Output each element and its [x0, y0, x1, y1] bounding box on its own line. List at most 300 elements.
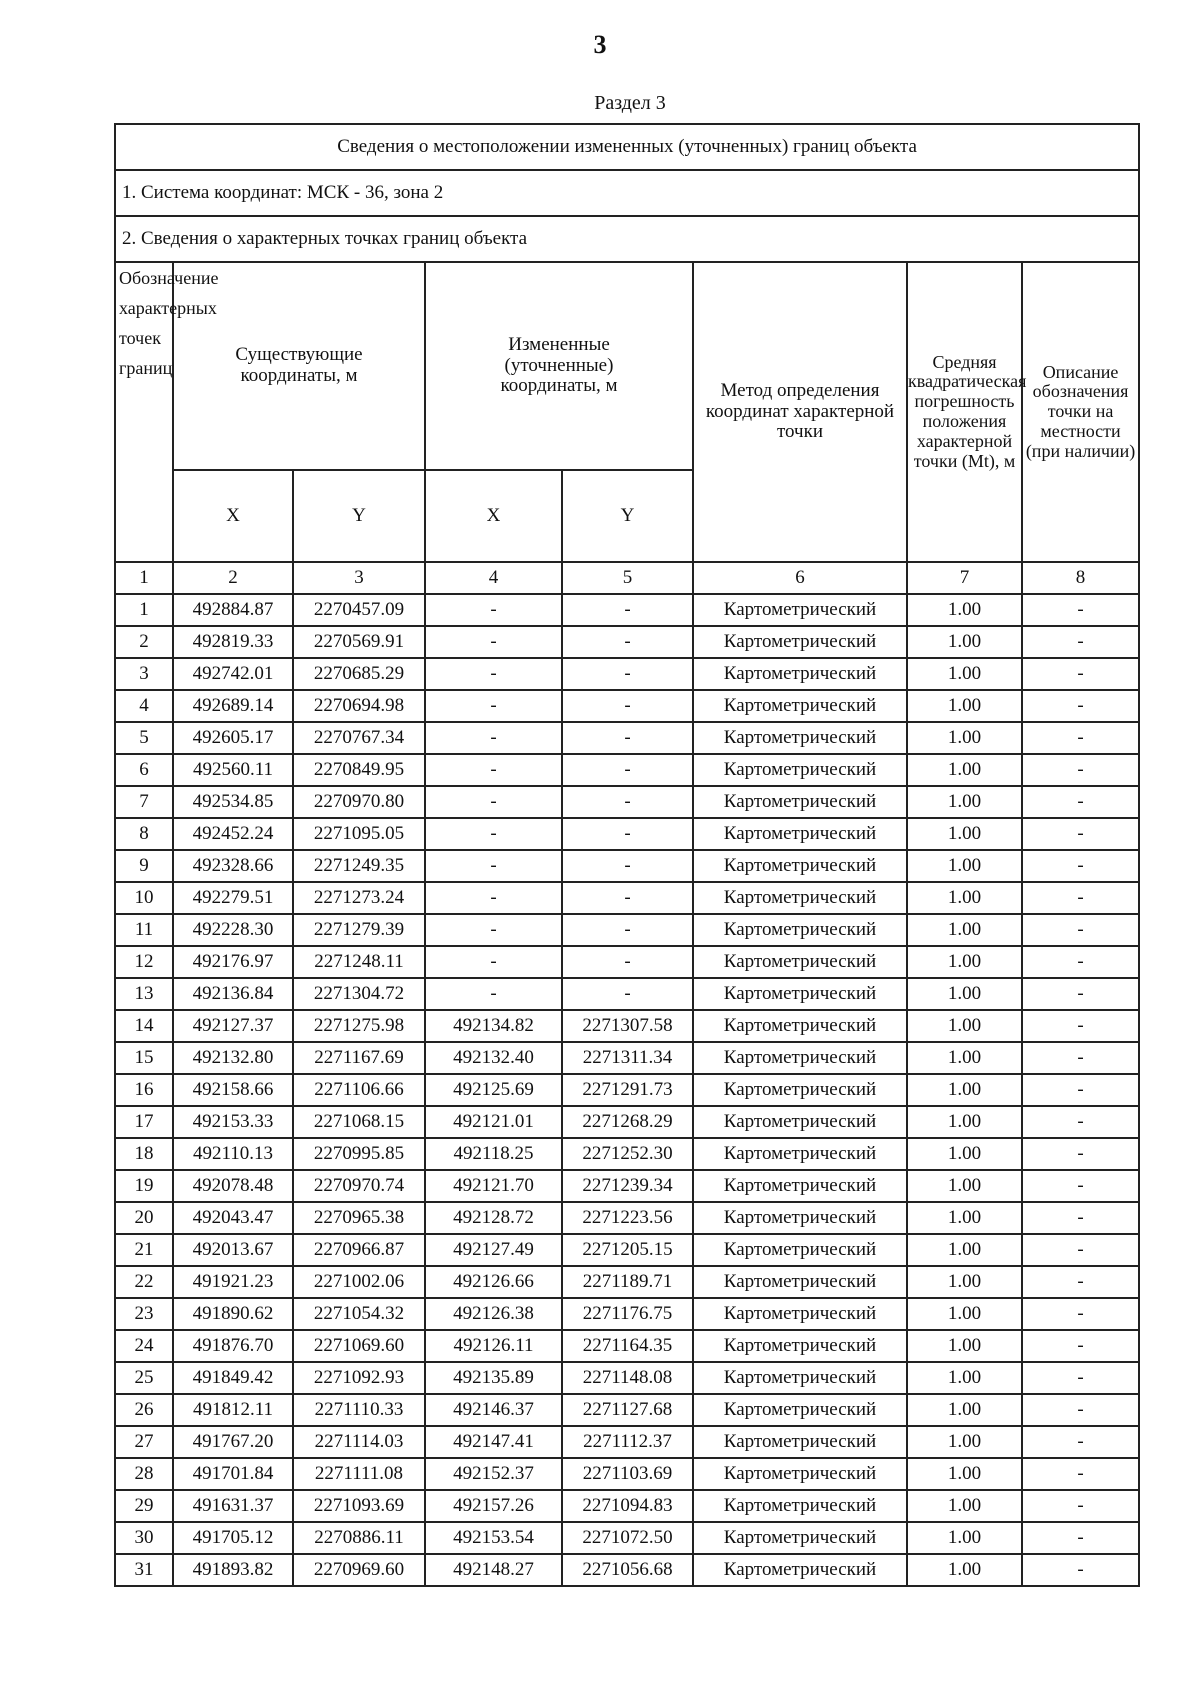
changed-x-cell: -	[425, 658, 562, 690]
existing-x-cell: 492127.37	[173, 1010, 293, 1042]
column-numbers-row	[115, 562, 1139, 594]
method-cell: Картометрический	[693, 850, 907, 882]
point-number-cell: 4	[115, 690, 173, 722]
method-cell: Картометрический	[693, 1106, 907, 1138]
error-cell: 1.00	[907, 914, 1022, 946]
method-cell: Картометрический	[693, 1042, 907, 1074]
point-number-cell: 19	[115, 1170, 173, 1202]
changed-x-cell: 492128.72	[425, 1202, 562, 1234]
existing-x-cell: 492136.84	[173, 978, 293, 1010]
method-cell: Картометрический	[693, 786, 907, 818]
point-number-cell: 17	[115, 1106, 173, 1138]
existing-y-cell: 2270886.11	[293, 1522, 425, 1554]
point-number-cell: 30	[115, 1522, 173, 1554]
changed-x-cell: 492152.37	[425, 1458, 562, 1490]
table-row	[115, 882, 1139, 914]
point-number-cell: 1	[115, 594, 173, 626]
method-cell: Картометрический	[693, 1138, 907, 1170]
table-row	[115, 850, 1139, 882]
header-changed-coords: Измененные (уточненные) координаты, м	[425, 262, 693, 470]
method-cell: Картометрический	[693, 1522, 907, 1554]
description-cell: -	[1022, 882, 1139, 914]
description-cell: -	[1022, 1234, 1139, 1266]
existing-x-cell: 492176.97	[173, 946, 293, 978]
changed-y-cell: -	[562, 882, 693, 914]
method-cell: Картометрический	[693, 1554, 907, 1586]
existing-x-cell: 492110.13	[173, 1138, 293, 1170]
column-number-cell: 1	[115, 562, 173, 594]
table-row	[115, 1362, 1139, 1394]
existing-x-cell: 491921.23	[173, 1266, 293, 1298]
changed-x-cell: -	[425, 690, 562, 722]
existing-x-cell: 491767.20	[173, 1426, 293, 1458]
error-cell: 1.00	[907, 1330, 1022, 1362]
table-row	[115, 1170, 1139, 1202]
changed-y-cell: -	[562, 818, 693, 850]
header-description: Описание обозначения точки на местности (при наличии)	[1022, 262, 1139, 562]
existing-y-cell: 2270685.29	[293, 658, 425, 690]
changed-x-cell: 492121.70	[425, 1170, 562, 1202]
existing-x-cell: 492819.33	[173, 626, 293, 658]
point-number-cell: 8	[115, 818, 173, 850]
description-cell: -	[1022, 946, 1139, 978]
method-cell: Картометрический	[693, 1298, 907, 1330]
changed-y-cell: 2271223.56	[562, 1202, 693, 1234]
description-cell: -	[1022, 1138, 1139, 1170]
point-number-cell: 16	[115, 1074, 173, 1106]
description-cell: -	[1022, 1106, 1139, 1138]
point-number-cell: 5	[115, 722, 173, 754]
method-cell: Картометрический	[693, 594, 907, 626]
header-existing-x: X	[173, 470, 293, 562]
description-cell: -	[1022, 1362, 1139, 1394]
table-row	[115, 1458, 1139, 1490]
existing-x-cell: 491631.37	[173, 1490, 293, 1522]
error-cell: 1.00	[907, 1266, 1022, 1298]
existing-x-cell: 492452.24	[173, 818, 293, 850]
description-cell: -	[1022, 1490, 1139, 1522]
method-cell: Картометрический	[693, 658, 907, 690]
changed-x-cell: 492126.38	[425, 1298, 562, 1330]
error-cell: 1.00	[907, 754, 1022, 786]
error-cell: 1.00	[907, 594, 1022, 626]
column-number-cell: 3	[293, 562, 425, 594]
table-row	[115, 1266, 1139, 1298]
existing-x-cell: 492013.67	[173, 1234, 293, 1266]
changed-x-cell: 492134.82	[425, 1010, 562, 1042]
existing-x-cell: 491876.70	[173, 1330, 293, 1362]
description-cell: -	[1022, 914, 1139, 946]
existing-x-cell: 491701.84	[173, 1458, 293, 1490]
coord-system: 1. Система координат: МСК - 36, зона 2	[115, 170, 1139, 216]
error-cell: 1.00	[907, 850, 1022, 882]
changed-y-cell: 2271205.15	[562, 1234, 693, 1266]
point-number-cell: 13	[115, 978, 173, 1010]
description-cell: -	[1022, 1298, 1139, 1330]
changed-x-cell: 492127.49	[425, 1234, 562, 1266]
table-row	[115, 1106, 1139, 1138]
existing-y-cell: 2270965.38	[293, 1202, 425, 1234]
existing-y-cell: 2271093.69	[293, 1490, 425, 1522]
point-number-cell: 26	[115, 1394, 173, 1426]
existing-x-cell: 492078.48	[173, 1170, 293, 1202]
header-changed-x: X	[425, 470, 562, 562]
changed-x-cell: -	[425, 722, 562, 754]
point-number-cell: 24	[115, 1330, 173, 1362]
existing-y-cell: 2271248.11	[293, 946, 425, 978]
table-row	[115, 1234, 1139, 1266]
error-cell: 1.00	[907, 946, 1022, 978]
point-number-cell: 6	[115, 754, 173, 786]
existing-y-cell: 2271054.32	[293, 1298, 425, 1330]
error-cell: 1.00	[907, 818, 1022, 850]
changed-y-cell: 2271164.35	[562, 1330, 693, 1362]
table-row	[115, 1010, 1139, 1042]
header-existing-coords: Существующие координаты, м	[173, 262, 425, 470]
error-cell: 1.00	[907, 1010, 1022, 1042]
error-cell: 1.00	[907, 1234, 1022, 1266]
changed-y-cell: 2271311.34	[562, 1042, 693, 1074]
point-number-cell: 27	[115, 1426, 173, 1458]
method-cell: Картометрический	[693, 1234, 907, 1266]
description-cell: -	[1022, 1266, 1139, 1298]
point-number-cell: 29	[115, 1490, 173, 1522]
table-row	[115, 1202, 1139, 1234]
existing-y-cell: 2271110.33	[293, 1394, 425, 1426]
description-cell: -	[1022, 690, 1139, 722]
existing-y-cell: 2270966.87	[293, 1234, 425, 1266]
method-cell: Картометрический	[693, 1330, 907, 1362]
changed-x-cell: -	[425, 786, 562, 818]
existing-x-cell: 491890.62	[173, 1298, 293, 1330]
point-number-cell: 31	[115, 1554, 173, 1586]
changed-x-cell: 492118.25	[425, 1138, 562, 1170]
changed-y-cell: 2271072.50	[562, 1522, 693, 1554]
column-number-cell: 5	[562, 562, 693, 594]
existing-x-cell: 492534.85	[173, 786, 293, 818]
changed-x-cell: -	[425, 754, 562, 786]
method-cell: Картометрический	[693, 1170, 907, 1202]
page-number: 3	[593, 30, 607, 59]
existing-y-cell: 2271068.15	[293, 1106, 425, 1138]
description-cell: -	[1022, 786, 1139, 818]
column-number-cell: 2	[173, 562, 293, 594]
existing-x-cell: 491893.82	[173, 1554, 293, 1586]
existing-y-cell: 2271069.60	[293, 1330, 425, 1362]
method-cell: Картометрический	[693, 914, 907, 946]
method-cell: Картометрический	[693, 1202, 907, 1234]
description-cell: -	[1022, 1010, 1139, 1042]
existing-x-cell: 492328.66	[173, 850, 293, 882]
changed-y-cell: 2271112.37	[562, 1426, 693, 1458]
changed-y-cell: -	[562, 786, 693, 818]
changed-y-cell: -	[562, 626, 693, 658]
existing-y-cell: 2271249.35	[293, 850, 425, 882]
changed-y-cell: 2271176.75	[562, 1298, 693, 1330]
column-number-cell: 8	[1022, 562, 1139, 594]
existing-y-cell: 2270970.74	[293, 1170, 425, 1202]
changed-x-cell: -	[425, 914, 562, 946]
point-number-cell: 3	[115, 658, 173, 690]
existing-y-cell: 2271304.72	[293, 978, 425, 1010]
changed-y-cell: -	[562, 658, 693, 690]
description-cell: -	[1022, 658, 1139, 690]
method-cell: Картометрический	[693, 1074, 907, 1106]
table-row	[115, 626, 1139, 658]
description-cell: -	[1022, 1042, 1139, 1074]
error-cell: 1.00	[907, 1554, 1022, 1586]
error-cell: 1.00	[907, 1074, 1022, 1106]
changed-x-cell: -	[425, 626, 562, 658]
header-changed-y: Y	[562, 470, 693, 562]
description-cell: -	[1022, 1554, 1139, 1586]
column-number-cell: 4	[425, 562, 562, 594]
error-cell: 1.00	[907, 1458, 1022, 1490]
method-cell: Картометрический	[693, 1266, 907, 1298]
changed-y-cell: -	[562, 722, 693, 754]
method-cell: Картометрический	[693, 818, 907, 850]
table-row	[115, 818, 1139, 850]
header-point-designation: Обозначение характерных точек границ	[115, 262, 173, 562]
existing-x-cell: 492560.11	[173, 754, 293, 786]
existing-y-cell: 2270457.09	[293, 594, 425, 626]
changed-x-cell: 492126.66	[425, 1266, 562, 1298]
column-number-cell: 7	[907, 562, 1022, 594]
method-cell: Картометрический	[693, 722, 907, 754]
point-number-cell: 25	[115, 1362, 173, 1394]
existing-x-cell: 491705.12	[173, 1522, 293, 1554]
table-row	[115, 690, 1139, 722]
description-cell: -	[1022, 1170, 1139, 1202]
point-number-cell: 12	[115, 946, 173, 978]
method-cell: Картометрический	[693, 1490, 907, 1522]
existing-y-cell: 2271279.39	[293, 914, 425, 946]
point-number-cell: 20	[115, 1202, 173, 1234]
changed-y-cell: -	[562, 914, 693, 946]
existing-y-cell: 2271106.66	[293, 1074, 425, 1106]
description-cell: -	[1022, 1330, 1139, 1362]
error-cell: 1.00	[907, 786, 1022, 818]
changed-y-cell: 2271127.68	[562, 1394, 693, 1426]
error-cell: 1.00	[907, 1362, 1022, 1394]
description-cell: -	[1022, 978, 1139, 1010]
error-cell: 1.00	[907, 1298, 1022, 1330]
existing-x-cell: 492228.30	[173, 914, 293, 946]
table-row	[115, 594, 1139, 626]
existing-y-cell: 2271095.05	[293, 818, 425, 850]
changed-y-cell: 2271103.69	[562, 1458, 693, 1490]
table-row	[115, 786, 1139, 818]
column-number-cell: 6	[693, 562, 907, 594]
existing-y-cell: 2271167.69	[293, 1042, 425, 1074]
error-cell: 1.00	[907, 658, 1022, 690]
point-number-cell: 7	[115, 786, 173, 818]
changed-y-cell: -	[562, 594, 693, 626]
table-title: Сведения о местоположении измененных (уточненных) границ объекта	[115, 124, 1139, 170]
error-cell: 1.00	[907, 690, 1022, 722]
changed-x-cell: 492132.40	[425, 1042, 562, 1074]
description-cell: -	[1022, 594, 1139, 626]
boundary-points-table	[114, 123, 1140, 1587]
point-number-cell: 28	[115, 1458, 173, 1490]
error-cell: 1.00	[907, 1426, 1022, 1458]
changed-y-cell: 2271307.58	[562, 1010, 693, 1042]
point-number-cell: 23	[115, 1298, 173, 1330]
point-number-cell: 9	[115, 850, 173, 882]
method-cell: Картометрический	[693, 882, 907, 914]
existing-y-cell: 2271275.98	[293, 1010, 425, 1042]
method-cell: Картометрический	[693, 978, 907, 1010]
method-cell: Картометрический	[693, 690, 907, 722]
error-cell: 1.00	[907, 1042, 1022, 1074]
existing-y-cell: 2271002.06	[293, 1266, 425, 1298]
existing-x-cell: 492279.51	[173, 882, 293, 914]
existing-y-cell: 2270569.91	[293, 626, 425, 658]
error-cell: 1.00	[907, 1490, 1022, 1522]
changed-x-cell: -	[425, 882, 562, 914]
table-row	[115, 1394, 1139, 1426]
table-row	[115, 754, 1139, 786]
changed-x-cell: -	[425, 594, 562, 626]
method-cell: Картометрический	[693, 1426, 907, 1458]
changed-x-cell: 492121.01	[425, 1106, 562, 1138]
point-number-cell: 11	[115, 914, 173, 946]
changed-y-cell: 2271268.29	[562, 1106, 693, 1138]
error-cell: 1.00	[907, 626, 1022, 658]
description-cell: -	[1022, 1394, 1139, 1426]
changed-y-cell: -	[562, 978, 693, 1010]
table-row	[115, 1042, 1139, 1074]
existing-y-cell: 2270694.98	[293, 690, 425, 722]
method-cell: Картометрический	[693, 1458, 907, 1490]
error-cell: 1.00	[907, 1522, 1022, 1554]
points-heading: 2. Сведения о характерных точках границ объекта	[115, 216, 1139, 262]
description-cell: -	[1022, 1458, 1139, 1490]
existing-x-cell: 492742.01	[173, 658, 293, 690]
existing-x-cell: 492689.14	[173, 690, 293, 722]
method-cell: Картометрический	[693, 1394, 907, 1426]
description-cell: -	[1022, 1202, 1139, 1234]
changed-y-cell: -	[562, 690, 693, 722]
changed-x-cell: 492125.69	[425, 1074, 562, 1106]
existing-y-cell: 2270995.85	[293, 1138, 425, 1170]
table-row	[115, 1330, 1139, 1362]
existing-y-cell: 2270849.95	[293, 754, 425, 786]
description-cell: -	[1022, 1426, 1139, 1458]
point-number-cell: 22	[115, 1266, 173, 1298]
error-cell: 1.00	[907, 1138, 1022, 1170]
existing-y-cell: 2270970.80	[293, 786, 425, 818]
changed-y-cell: 2271189.71	[562, 1266, 693, 1298]
table-row	[115, 978, 1139, 1010]
header-existing-y: Y	[293, 470, 425, 562]
error-cell: 1.00	[907, 722, 1022, 754]
changed-y-cell: 2271094.83	[562, 1490, 693, 1522]
existing-x-cell: 492158.66	[173, 1074, 293, 1106]
table-row	[115, 722, 1139, 754]
description-cell: -	[1022, 754, 1139, 786]
table-row	[115, 1074, 1139, 1106]
method-cell: Картометрический	[693, 626, 907, 658]
changed-x-cell: -	[425, 818, 562, 850]
header-method: Метод определения координат характерной точки	[693, 262, 907, 562]
table-row	[115, 946, 1139, 978]
existing-y-cell: 2270767.34	[293, 722, 425, 754]
changed-y-cell: 2271056.68	[562, 1554, 693, 1586]
changed-y-cell: -	[562, 754, 693, 786]
description-cell: -	[1022, 818, 1139, 850]
changed-x-cell: 492148.27	[425, 1554, 562, 1586]
table-row	[115, 1490, 1139, 1522]
point-number-cell: 10	[115, 882, 173, 914]
description-cell: -	[1022, 722, 1139, 754]
changed-x-cell: 492146.37	[425, 1394, 562, 1426]
changed-y-cell: 2271291.73	[562, 1074, 693, 1106]
table-row	[115, 1138, 1139, 1170]
point-number-cell: 14	[115, 1010, 173, 1042]
description-cell: -	[1022, 626, 1139, 658]
error-cell: 1.00	[907, 1170, 1022, 1202]
changed-x-cell: -	[425, 978, 562, 1010]
point-number-cell: 18	[115, 1138, 173, 1170]
changed-x-cell: -	[425, 850, 562, 882]
changed-x-cell: 492135.89	[425, 1362, 562, 1394]
existing-y-cell: 2271273.24	[293, 882, 425, 914]
table-row	[115, 1426, 1139, 1458]
section-label: Раздел 3	[594, 92, 666, 114]
description-cell: -	[1022, 1522, 1139, 1554]
existing-x-cell: 492884.87	[173, 594, 293, 626]
changed-y-cell: 2271252.30	[562, 1138, 693, 1170]
method-cell: Картометрический	[693, 946, 907, 978]
changed-x-cell: 492126.11	[425, 1330, 562, 1362]
existing-y-cell: 2271092.93	[293, 1362, 425, 1394]
table-row	[115, 658, 1139, 690]
description-cell: -	[1022, 850, 1139, 882]
table-row	[115, 914, 1139, 946]
point-number-cell: 2	[115, 626, 173, 658]
changed-y-cell: -	[562, 946, 693, 978]
table-row	[115, 1554, 1139, 1586]
method-cell: Картометрический	[693, 1010, 907, 1042]
existing-x-cell: 491812.11	[173, 1394, 293, 1426]
error-cell: 1.00	[907, 882, 1022, 914]
changed-x-cell: 492153.54	[425, 1522, 562, 1554]
existing-y-cell: 2271111.08	[293, 1458, 425, 1490]
existing-x-cell: 491849.42	[173, 1362, 293, 1394]
header-error: Средняя квадратическая погрешность положения характерной точки (Mt), м	[907, 262, 1022, 562]
existing-x-cell: 492153.33	[173, 1106, 293, 1138]
method-cell: Картометрический	[693, 754, 907, 786]
existing-y-cell: 2271114.03	[293, 1426, 425, 1458]
changed-y-cell: 2271148.08	[562, 1362, 693, 1394]
point-number-cell: 21	[115, 1234, 173, 1266]
existing-y-cell: 2270969.60	[293, 1554, 425, 1586]
table-row	[115, 1298, 1139, 1330]
point-number-cell: 15	[115, 1042, 173, 1074]
description-cell: -	[1022, 1074, 1139, 1106]
changed-x-cell: 492157.26	[425, 1490, 562, 1522]
existing-x-cell: 492043.47	[173, 1202, 293, 1234]
changed-y-cell: 2271239.34	[562, 1170, 693, 1202]
changed-y-cell: -	[562, 850, 693, 882]
existing-x-cell: 492605.17	[173, 722, 293, 754]
error-cell: 1.00	[907, 1394, 1022, 1426]
method-cell: Картометрический	[693, 1362, 907, 1394]
error-cell: 1.00	[907, 1106, 1022, 1138]
error-cell: 1.00	[907, 1202, 1022, 1234]
existing-x-cell: 492132.80	[173, 1042, 293, 1074]
